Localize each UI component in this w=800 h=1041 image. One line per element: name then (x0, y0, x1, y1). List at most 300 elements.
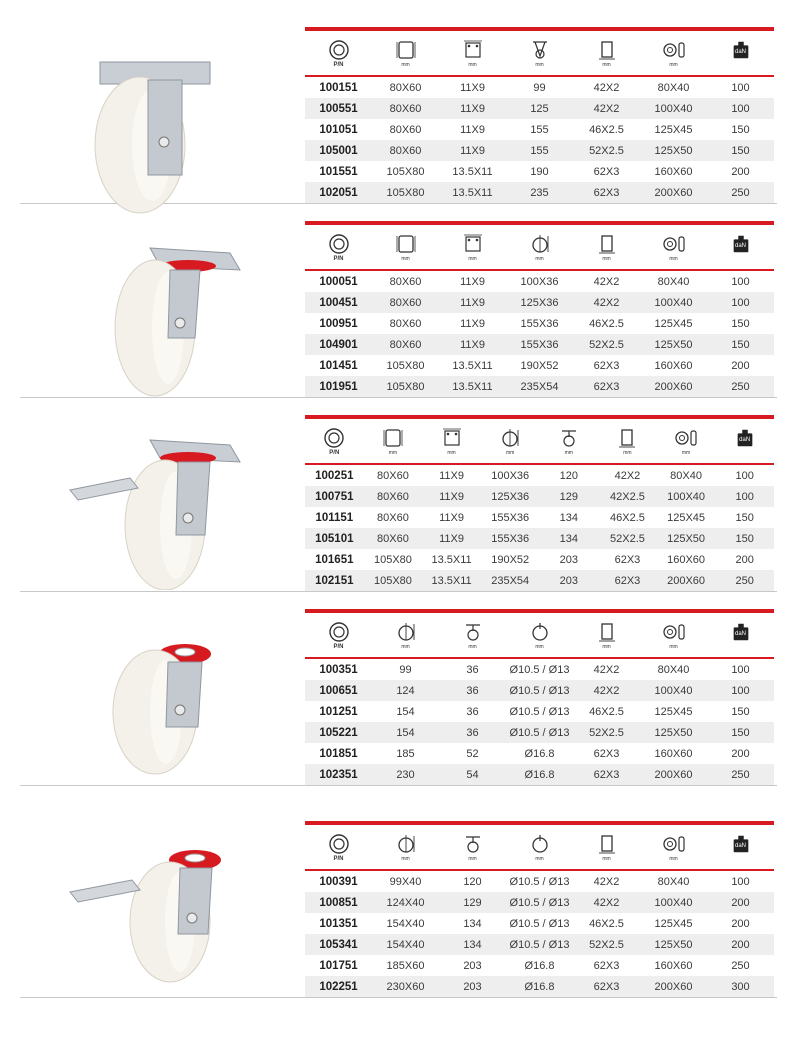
total-height-icon (394, 621, 418, 643)
spec-cell: 42X2.5 (598, 486, 657, 507)
spec-cell: 80X60 (377, 511, 409, 524)
spec-cell: 36 (439, 680, 506, 701)
unit-label: mm (535, 255, 544, 262)
spec-cell: 154X40 (386, 917, 425, 930)
spec-cell: 200X60 (640, 764, 707, 785)
spec-cell: 200 (731, 359, 750, 372)
pn-ring-icon (327, 621, 351, 643)
column-header (305, 825, 372, 870)
table-row (305, 955, 774, 976)
spec-cell: 80X60 (372, 292, 439, 313)
spec-cell: Ø10.5 / Ø13 (506, 722, 573, 743)
spec-cell: 11X9 (439, 334, 506, 355)
unit-label: mm (401, 61, 410, 68)
column-header (598, 419, 657, 464)
spec-cell: 11X9 (439, 511, 464, 524)
column-header (573, 31, 640, 76)
unit-label: mm (669, 855, 678, 862)
spec-cell: 125X36 (481, 486, 540, 507)
unit-label: mm (564, 449, 573, 456)
spec-cell: 250 (707, 376, 774, 397)
spec-cell: 125X45 (654, 317, 693, 330)
spec-cell: Ø10.5 / Ø13 (506, 934, 573, 955)
total-height-icon (498, 427, 522, 449)
bolt-hole-icon (528, 833, 552, 855)
bolt-hole-brake-caster-image (60, 822, 260, 992)
spec-cell: Ø16.8 (524, 747, 555, 760)
spec-cell: 99 (399, 663, 412, 676)
spec-cell: Ø16.8 (506, 764, 573, 785)
part-number-label: P/N (333, 855, 344, 862)
wheel-dimensions-icon (674, 427, 698, 449)
part-number-cell: 101251 (319, 705, 358, 718)
spec-cell: 160X60 (654, 165, 693, 178)
column-header (573, 225, 640, 270)
table-row (305, 701, 774, 722)
spec-cell: 80X60 (372, 140, 439, 161)
spec-cell: 80X40 (657, 663, 690, 676)
part-number-cell: 105221 (305, 722, 372, 743)
spec-cell: 155 (506, 140, 573, 161)
spec-table-bolt-hole (305, 609, 774, 785)
spec-cell: 62X3 (573, 764, 640, 785)
spec-cell: 11X9 (439, 98, 506, 119)
hub-width-icon (595, 621, 619, 643)
offset-icon (557, 427, 581, 449)
spec-cell: 150 (731, 705, 750, 718)
unit-label: mm (623, 449, 632, 456)
spec-cell: 80X40 (670, 469, 702, 482)
part-number-cell: 102051 (305, 182, 372, 203)
spec-cell: 11X9 (460, 317, 485, 330)
spec-cell: 62X3 (573, 182, 640, 203)
column-header (439, 825, 506, 870)
table-row (305, 140, 774, 161)
spec-cell: 11X9 (439, 140, 506, 161)
spec-cell: 13.5X11 (452, 165, 493, 178)
column-header (372, 613, 439, 658)
spec-cell: 185 (396, 747, 415, 760)
spec-cell: 62X3 (573, 976, 640, 997)
spec-cell: 11X9 (422, 486, 481, 507)
part-number-cell: 102351 (305, 764, 372, 785)
column-header (305, 419, 364, 464)
spec-table-bolt-hole-brake (305, 821, 774, 997)
table-row (305, 743, 774, 764)
spec-cell: 54 (439, 764, 506, 785)
table-row (305, 934, 774, 955)
part-number-cell: 100151 (319, 81, 358, 94)
column-header (707, 31, 774, 76)
spec-table-fixed (305, 27, 774, 203)
table-row (305, 161, 774, 182)
column-header (657, 419, 716, 464)
part-number-cell: 100551 (305, 98, 372, 119)
spec-cell: 150 (731, 317, 750, 330)
spec-cell: 154 (396, 705, 415, 718)
spec-cell: 11X9 (460, 275, 485, 288)
table-row (305, 292, 774, 313)
part-number-cell: 102251 (305, 976, 372, 997)
part-number-label: P/N (333, 255, 344, 262)
spec-cell: Ø16.8 (506, 976, 573, 997)
spec-cell: 230X60 (372, 976, 439, 997)
part-number-cell: 100051 (319, 275, 358, 288)
table-row (305, 355, 774, 376)
column-header (707, 825, 774, 870)
spec-cell: 155X36 (481, 528, 540, 549)
table-row (305, 658, 774, 680)
spec-cell: 154 (372, 722, 439, 743)
section-divider (20, 591, 777, 592)
plate-dimensions-icon (381, 427, 405, 449)
table-row (305, 507, 774, 528)
spec-cell: 190X52 (520, 359, 559, 372)
part-number-label: P/N (329, 449, 340, 456)
spec-cell: 185X60 (386, 959, 425, 972)
spec-cell: 52X2.5 (573, 334, 640, 355)
header-row (305, 225, 774, 270)
spec-cell: 150 (731, 123, 750, 136)
unit-label: mm (506, 449, 515, 456)
column-header (506, 613, 573, 658)
spec-cell: 105X80 (373, 553, 412, 566)
unit-label: mm (669, 61, 678, 68)
spec-cell: 150 (735, 511, 754, 524)
column-header (372, 225, 439, 270)
table-row (305, 76, 774, 98)
spec-cell: 200 (707, 934, 774, 955)
spec-cell: 235X54 (481, 570, 540, 591)
table-row (305, 464, 774, 486)
table-row (305, 570, 774, 591)
spec-cell: 155X36 (491, 511, 530, 524)
table-row (305, 313, 774, 334)
spec-cell: 134 (439, 934, 506, 955)
part-number-cell: 100751 (305, 486, 364, 507)
spec-cell: Ø10.5 / Ø13 (509, 663, 570, 676)
spec-cell: 100X40 (640, 292, 707, 313)
part-number-cell: 101351 (319, 917, 358, 930)
spec-cell: 134 (463, 917, 482, 930)
spec-cell: 129 (439, 892, 506, 913)
spec-cell: 36 (439, 722, 506, 743)
wheel-dimensions-icon (662, 233, 686, 255)
unit-label: mm (447, 449, 456, 456)
spec-cell: 100X36 (491, 469, 530, 482)
spec-cell: 80X60 (377, 469, 409, 482)
spec-cell: 200 (731, 747, 750, 760)
spec-cell: Ø10.5 / Ø13 (506, 892, 573, 913)
pn-ring-icon (327, 39, 351, 61)
table-row (305, 528, 774, 549)
column-header (439, 225, 506, 270)
part-number-cell: 101751 (319, 959, 358, 972)
spec-cell: 200X60 (657, 570, 716, 591)
spec-cell: 100 (707, 292, 774, 313)
spec-cell: 62X3 (598, 570, 657, 591)
spec-cell: 150 (707, 140, 774, 161)
spec-cell: 62X3 (593, 959, 620, 972)
weight-unit-label: daN (734, 48, 746, 55)
spec-cell: 134 (540, 528, 599, 549)
spec-cell: 52X2.5 (573, 722, 640, 743)
hub-width-icon (615, 427, 639, 449)
hub-width-icon (595, 39, 619, 61)
spec-cell: 190X52 (491, 553, 530, 566)
spec-cell: 62X3 (593, 747, 620, 760)
part-number-cell: 105341 (305, 934, 372, 955)
section-divider (20, 785, 777, 786)
spec-cell: 46X2.5 (589, 917, 624, 930)
spec-cell: 42X2 (573, 292, 640, 313)
part-number-cell: 104901 (305, 334, 372, 355)
spec-cell: 160X60 (654, 959, 693, 972)
spec-cell: 160X60 (654, 359, 693, 372)
column-header (372, 31, 439, 76)
spec-cell: 11X9 (460, 123, 485, 136)
spec-cell: 80X60 (389, 81, 422, 94)
spec-cell: 42X2 (614, 469, 641, 482)
pn-ring-icon (327, 833, 351, 855)
spec-cell: 99X40 (389, 875, 422, 888)
total-height-icon (394, 833, 418, 855)
unit-label: mm (468, 255, 477, 262)
spec-cell: 200X60 (640, 976, 707, 997)
spec-cell: 200X60 (640, 182, 707, 203)
spec-cell: 250 (731, 959, 750, 972)
spec-cell: 154X40 (372, 934, 439, 955)
spec-cell: 125X50 (640, 722, 707, 743)
bolt-hole-icon (528, 621, 552, 643)
spec-cell: 120 (559, 469, 578, 482)
spec-cell: 62X3 (614, 553, 641, 566)
part-number-cell: 100851 (305, 892, 372, 913)
spec-cell: 52X2.5 (573, 140, 640, 161)
unit-label: mm (602, 61, 611, 68)
spec-cell: 250 (707, 764, 774, 785)
spec-cell: 200 (731, 917, 750, 930)
spec-cell: 62X3 (593, 165, 620, 178)
column-header (422, 419, 481, 464)
column-header (305, 31, 372, 76)
spec-cell: 125X45 (667, 511, 706, 524)
pn-ring-icon (327, 233, 351, 255)
spec-cell: 190 (530, 165, 549, 178)
column-header (372, 825, 439, 870)
part-number-cell: 101851 (319, 747, 358, 760)
spec-cell: 13.5X11 (439, 376, 506, 397)
spec-cell: 11X9 (439, 469, 464, 482)
unit-label: mm (388, 449, 398, 456)
spec-cell: 235X54 (506, 376, 573, 397)
spec-cell: 125 (506, 98, 573, 119)
table-row (305, 182, 774, 203)
spec-cell: Ø10.5 / Ø13 (506, 680, 573, 701)
part-number-cell: 100251 (315, 469, 354, 482)
spec-cell: 105X80 (386, 165, 425, 178)
weight-unit-label: daN (734, 842, 746, 849)
spec-cell: 105X80 (372, 182, 439, 203)
column-header (364, 419, 423, 464)
spec-cell: 120 (463, 875, 482, 888)
hole-spacing-icon (461, 39, 485, 61)
part-number-cell: 100451 (305, 292, 372, 313)
wheel-dimensions-icon (662, 833, 686, 855)
column-header (707, 613, 774, 658)
spec-table-swivel-brake (305, 415, 774, 591)
hole-spacing-icon (461, 233, 485, 255)
spec-cell: 46X2.5 (589, 123, 624, 136)
spec-cell: 203 (463, 959, 482, 972)
unit-label: mm (401, 255, 410, 262)
table-row (305, 892, 774, 913)
spec-cell: 160X60 (654, 747, 693, 760)
spec-cell: 125X45 (654, 917, 693, 930)
header-row (305, 613, 774, 658)
spec-cell: 42X2 (593, 81, 620, 94)
spec-cell: 100 (715, 486, 774, 507)
header-row (305, 825, 774, 870)
part-number-label: P/N (333, 61, 344, 68)
spec-cell: 80X40 (657, 875, 690, 888)
part-number-cell: 101451 (319, 359, 358, 372)
column-header (707, 225, 774, 270)
offset-icon (461, 833, 485, 855)
part-number-cell: 100651 (305, 680, 372, 701)
spec-cell: 13.5X11 (452, 359, 493, 372)
unit-label: mm (602, 255, 611, 262)
column-header (573, 613, 640, 658)
spec-cell: 42X2 (593, 875, 620, 888)
plate-dimensions-icon (394, 233, 418, 255)
spec-cell: 230 (372, 764, 439, 785)
spec-cell: 52X2.5 (573, 934, 640, 955)
spec-cell: 99 (533, 81, 546, 94)
spec-cell: 80X60 (389, 275, 422, 288)
unit-label: mm (602, 855, 611, 862)
table-row (305, 376, 774, 397)
spec-cell: 100X40 (640, 892, 707, 913)
table-row (305, 722, 774, 743)
table-row (305, 98, 774, 119)
column-header (640, 613, 707, 658)
spec-cell: 80X60 (389, 317, 422, 330)
spec-cell: 80X60 (364, 486, 423, 507)
spec-cell: 80X60 (372, 98, 439, 119)
spec-cell: 300 (707, 976, 774, 997)
spec-cell: 155X36 (506, 334, 573, 355)
part-number-cell: 100391 (319, 875, 358, 888)
spec-cell: 105X80 (372, 376, 439, 397)
weight-unit-label: daN (734, 242, 746, 249)
spec-cell: 11X9 (460, 81, 485, 94)
spec-cell: 13.5X11 (431, 553, 472, 566)
part-number-cell: 102151 (305, 570, 364, 591)
spec-cell: 62X3 (573, 376, 640, 397)
column-header (305, 225, 372, 270)
spec-cell: 155X36 (520, 317, 559, 330)
hole-spacing-icon (440, 427, 464, 449)
table-row (305, 549, 774, 570)
part-number-cell: 101151 (315, 511, 354, 524)
spec-cell: 150 (715, 528, 774, 549)
spec-cell: 200 (707, 892, 774, 913)
spec-cell: Ø10.5 / Ø13 (509, 705, 570, 718)
spec-cell: Ø10.5 / Ø13 (509, 875, 570, 888)
spec-cell: 100X36 (520, 275, 559, 288)
spec-cell: 235 (506, 182, 573, 203)
column-header (640, 825, 707, 870)
plate-dimensions-icon (394, 39, 418, 61)
spec-cell: 125X50 (657, 528, 716, 549)
spec-cell: 125X45 (654, 705, 693, 718)
spec-cell: 155 (530, 123, 549, 136)
table-row (305, 486, 774, 507)
spec-cell: 160X60 (667, 553, 706, 566)
spec-cell: 100X40 (640, 680, 707, 701)
spec-cell: 100 (731, 81, 750, 94)
unit-label: mm (669, 643, 678, 650)
table-row (305, 334, 774, 355)
part-number-label: P/N (333, 643, 344, 650)
spec-cell: 100 (707, 680, 774, 701)
bolt-hole-caster-image (60, 612, 260, 782)
unit-label: mm (669, 255, 678, 262)
spec-cell: 80X60 (372, 334, 439, 355)
spec-cell: 100 (731, 875, 750, 888)
spec-cell: 134 (559, 511, 578, 524)
spec-cell: 105X80 (386, 359, 425, 372)
spec-cell: 13.5X11 (422, 570, 481, 591)
table-row (305, 870, 774, 892)
spec-cell: 125X36 (506, 292, 573, 313)
column-header (506, 31, 573, 76)
column-header (305, 613, 372, 658)
spec-cell: Ø10.5 / Ø13 (509, 917, 570, 930)
part-number-cell: 105101 (305, 528, 364, 549)
spec-cell: Ø16.8 (524, 959, 555, 972)
total-height-icon (528, 233, 552, 255)
spec-cell: 11X9 (422, 528, 481, 549)
fixed-caster-image (60, 50, 260, 220)
wheel-dimensions-icon (662, 39, 686, 61)
weight-unit-label: daN (739, 436, 751, 443)
spec-cell: 150 (707, 722, 774, 743)
table-row (305, 270, 774, 292)
unit-label: mm (468, 855, 477, 862)
column-header (506, 225, 573, 270)
part-number-cell: 100951 (319, 317, 358, 330)
column-header (506, 825, 573, 870)
wheel-dimensions-icon (662, 621, 686, 643)
pn-ring-icon (322, 427, 346, 449)
unit-label: mm (535, 855, 544, 862)
column-header (715, 419, 774, 464)
spec-cell: 52 (466, 747, 479, 760)
table-row (305, 119, 774, 140)
spec-cell: 100 (707, 98, 774, 119)
spec-cell: 129 (540, 486, 599, 507)
header-row (305, 419, 774, 464)
spec-cell: 203 (540, 570, 599, 591)
hub-width-icon (595, 833, 619, 855)
table-row (305, 764, 774, 785)
spec-cell: 11X9 (439, 292, 506, 313)
spec-cell: 125X50 (640, 934, 707, 955)
unit-label: mm (468, 61, 477, 68)
spec-cell: 46X2.5 (589, 705, 624, 718)
